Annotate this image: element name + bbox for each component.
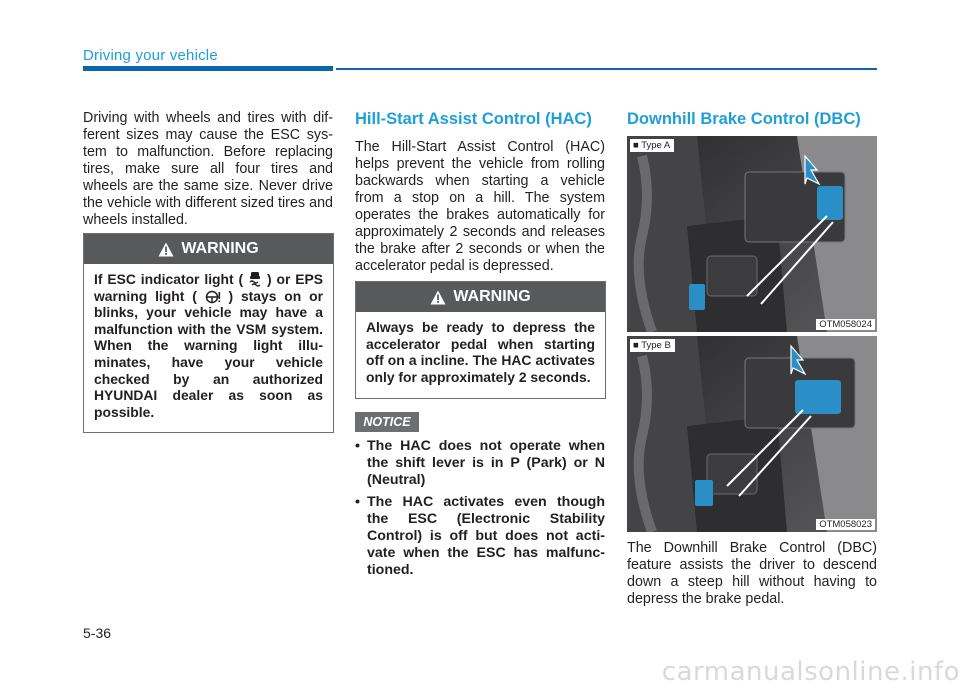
console-photo: [627, 336, 877, 532]
warning-header: [356, 282, 605, 312]
type-a-label: ■ Type A: [630, 139, 674, 152]
page-number: 5-36: [83, 625, 112, 641]
figure-code-a: OTM058024: [816, 319, 875, 330]
list-item: • The HAC does not operate when the shift lever is in P (Park) or N (Neutral): [355, 438, 605, 489]
warning-triangle-icon: [158, 242, 174, 257]
section-title: Driving your vehicle: [83, 47, 218, 64]
warning-text-part-c: ) stays on or blinks, your vehicle may have a malfunction with the VSM system. When the warning light illuminates, have your vehicle checked by an authorized HYUNDAI dealer as soon as possible.: [94, 287, 323, 420]
list-item: • The HAC activates even though the ESC (Electronic Stability Control) is off but does not activate when the ESC has malfunctioned.: [355, 494, 605, 579]
esc-warning-box: [83, 233, 334, 433]
hac-heading: Hill-Start Assist Control (HAC): [355, 110, 592, 128]
notice-list: [355, 438, 605, 584]
figure-code-b: OTM058023: [816, 519, 875, 530]
column-left: [83, 110, 333, 229]
hac-paragraph: The Hill-Start Assist Control (HAC) helps prevent the vehicle from rolling backwards when starting a vehicle from a stop on a hill. The system operates the brakes automatically for approximately 2 seconds and releases the brake after 2 seconds or when the accelerator pedal is depressed.: [355, 139, 605, 274]
esc-car-skid-icon: [248, 271, 262, 287]
column-middle: [355, 110, 605, 275]
column-right: [627, 110, 877, 139]
warning-text-part-a: If ESC indicator light (: [94, 271, 244, 287]
eps-steering-wheel-icon: [205, 289, 221, 304]
watermark: carmanualsonline.info: [661, 657, 960, 687]
warning-title: WARNING: [453, 288, 531, 305]
warning-title: WARNING: [181, 240, 259, 257]
notice-badge: NOTICE: [355, 412, 419, 432]
dbc-paragraph: The Downhill Brake Control (DBC) feature assists the driver to descend down a steep hill without having to depress the brake pedal.: [627, 540, 877, 607]
type-b-label: ■ Type B: [630, 339, 675, 352]
warning-header: [84, 234, 333, 264]
hac-warning-text: Always be ready to depress the accelerator pedal when starting off on a incline. The HAC activates only for approximately 2 seconds.: [366, 319, 595, 385]
warning-text-part-b: ) or EPS warning light (: [94, 271, 324, 304]
tire-paragraph: Driving with wheels and tires with different sizes may cause the ESC system to malfunction. Before replacing tires, make sure all four tires and wheels are the same size. Never drive the vehicle with different sized tires and wheels installed.: [83, 110, 333, 228]
warning-triangle-icon: [430, 290, 446, 305]
dbc-figure-type-a: [627, 136, 877, 332]
esc-warning-text: [84, 264, 333, 428]
hac-warning-box: [355, 281, 606, 399]
header-rule-thick: [83, 66, 333, 71]
header-rule-thin: [336, 68, 877, 70]
dbc-figure-type-b: [627, 336, 877, 532]
dbc-heading: Downhill Brake Control (DBC): [627, 110, 861, 128]
console-photo: [627, 136, 877, 332]
